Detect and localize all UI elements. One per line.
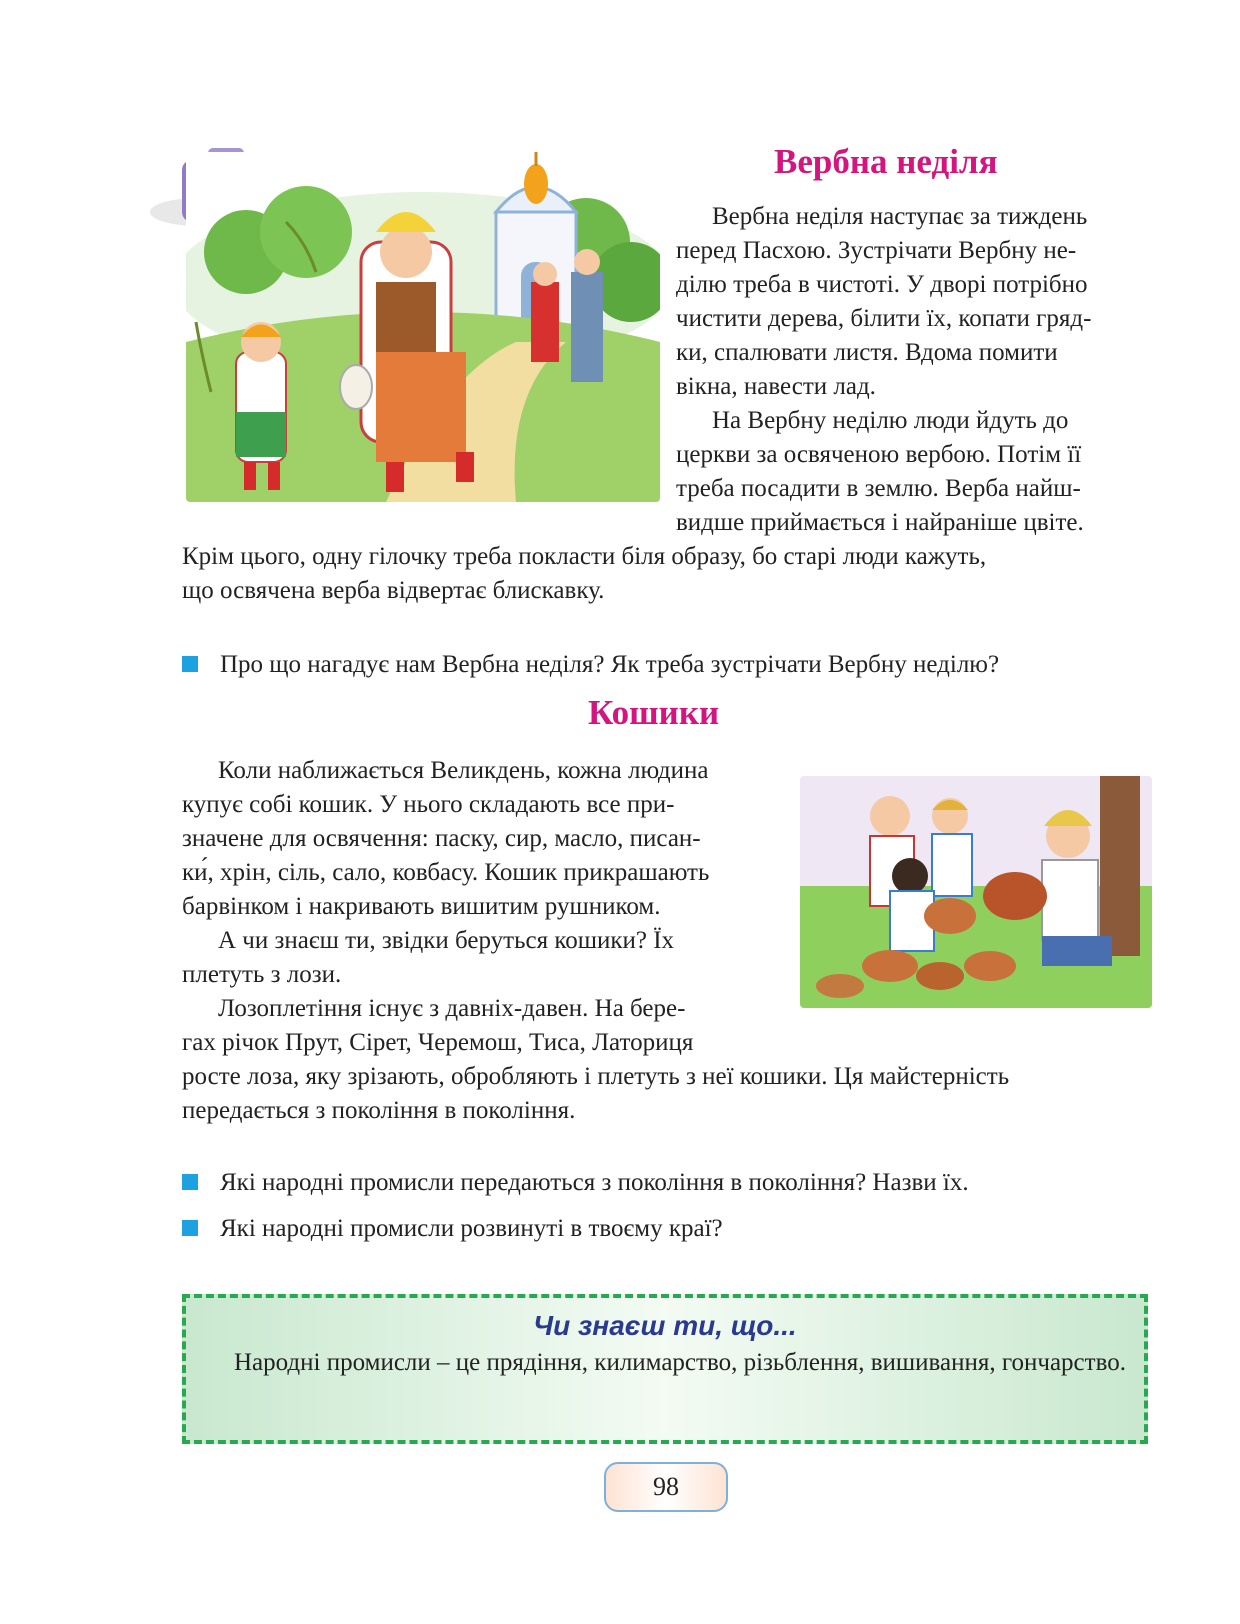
text-line: чистити дерева, білити їх, копати гряд-: [676, 305, 1092, 332]
text-line: ки́, хрін, сіль, сало, ковбасу. Кошик прикрашають: [182, 859, 710, 886]
question-text: Про що нагадує нам Вербна неділя? Як треба зустрічати Вербну неділю?: [220, 651, 1000, 678]
question-item: [182, 648, 1162, 682]
text-line: ділю треба в чистоті. У дворі потрібно: [676, 271, 1088, 298]
section-title-verbna-nedilia: Вербна неділя: [774, 142, 998, 181]
did-you-know-box: [182, 1294, 1148, 1444]
square-bullet-icon: [182, 1174, 198, 1190]
text-line: А чи знаєш ти, звідки беруться кошики? Їх: [218, 927, 675, 954]
question-text: Які народні промисли розвинуті в твоєму краї?: [220, 1215, 723, 1242]
text-line: гах річок Прут, Сірет, Черемош, Тиса, Латориця: [182, 1029, 694, 1056]
section2-wrapped-text: [182, 754, 780, 1060]
text-line: вікна, навести лад.: [676, 373, 876, 400]
text-line: ки, спалювати листя. Вдома помити: [676, 339, 1058, 366]
question-item: [182, 1212, 1162, 1246]
section-title-koshyky: Кошики: [588, 693, 720, 732]
square-bullet-icon: [182, 1220, 198, 1236]
square-bullet-icon: [182, 656, 198, 672]
text-line: перед Пасхою. Зустрічати Вербну не-: [676, 237, 1077, 264]
text-line: плетуть з лози.: [182, 961, 342, 988]
text-line: барвінком і накривають вишитим рушником.: [182, 893, 661, 920]
text-line: треба посадити в землю. Верба найш-: [676, 475, 1081, 502]
text-line: Крім цього, одну гілочку треба покласти біля образу, бо старі люди кажуть,: [182, 543, 987, 570]
text-line: значене для освячення: паску, сир, масло, писан-: [182, 825, 701, 852]
section1-full-text: [182, 540, 1152, 608]
text-line: передається з покоління в покоління.: [182, 1097, 576, 1124]
section2-full-text: [182, 1060, 1152, 1128]
did-you-know-title: Чи знаєш ти, що...: [533, 1310, 797, 1341]
did-you-know-text: Народні промисли – це прядіння, килимарство, різьблення, вишивання, гончарство.: [234, 1349, 1126, 1376]
page-number: 98: [604, 1462, 728, 1512]
text-line: церкви за освяченою вербою. Потім її: [676, 441, 1082, 468]
section1-wrapped-text: [676, 200, 1152, 540]
text-line: видше приймається і найраніше цвіте.: [676, 509, 1084, 536]
palm-sunday-illustration: [186, 152, 660, 502]
text-line: купує собі кошик. У нього складають все при-: [182, 791, 675, 818]
text-line: Лозоплетіння існує з давніх-давен. На бере-: [218, 995, 686, 1022]
text-line: На Вербну неділю люди йдуть до: [712, 407, 1069, 434]
basket-weaving-illustration: [800, 776, 1152, 1008]
question-item: [182, 1166, 1162, 1200]
text-line: росте лоза, яку зрізають, обробляють і плетуть з неї кошики. Ця майстерність: [182, 1063, 1010, 1090]
text-line: Вербна неділя наступає за тиждень: [712, 203, 1088, 230]
text-line: що освячена верба відвертає блискавку.: [182, 577, 605, 604]
question-text: Які народні промисли передаються з покоління в покоління? Назви їх.: [220, 1169, 969, 1196]
text-line: Коли наближається Великдень, кожна людина: [218, 757, 709, 784]
